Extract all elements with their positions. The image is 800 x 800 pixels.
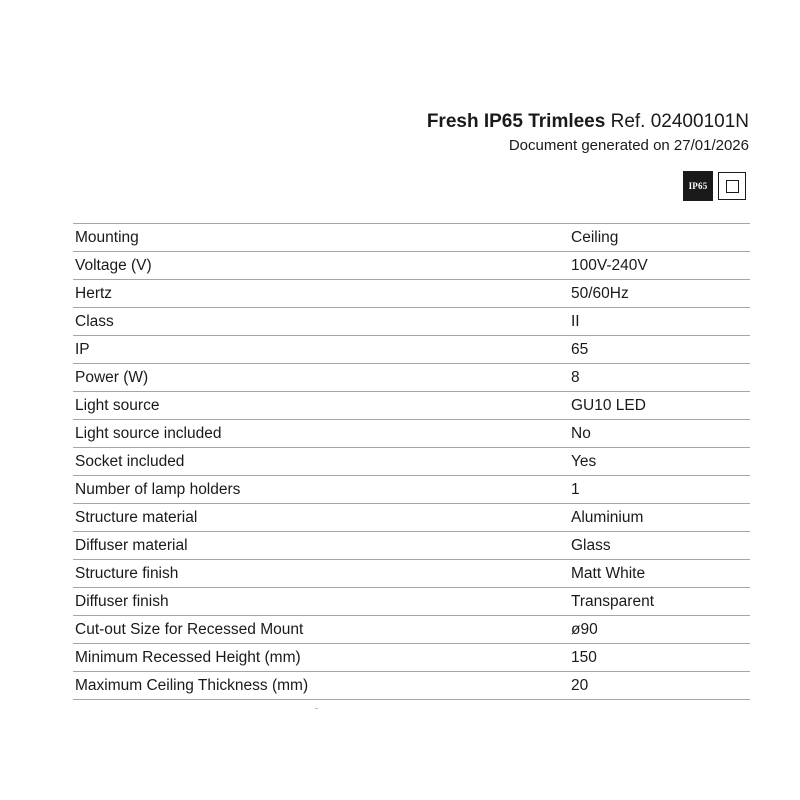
spec-label: IP	[75, 341, 90, 358]
spec-value: Aluminium	[571, 509, 644, 526]
spec-label: Voltage (V)	[75, 257, 152, 274]
page-mark	[315, 708, 318, 709]
spec-row	[73, 532, 750, 560]
spec-value: GU10 LED	[571, 397, 646, 414]
spec-label: Light source	[75, 397, 160, 414]
product-name: Fresh IP65 Trimlees	[426, 111, 606, 132]
spec-label: Mounting	[75, 229, 139, 246]
spec-row	[73, 280, 750, 308]
spec-value: 20	[571, 677, 589, 694]
spec-row	[73, 560, 750, 588]
spec-value: Ceiling	[571, 229, 619, 246]
spec-label: Class	[75, 313, 114, 330]
spec-row	[73, 392, 750, 420]
certification-badges	[683, 171, 746, 201]
spec-value: 65	[571, 341, 589, 358]
spec-label: Diffuser finish	[75, 593, 169, 610]
spec-value: II	[571, 313, 580, 330]
spec-label: Structure finish	[75, 565, 179, 582]
spec-row	[73, 420, 750, 448]
spec-value: 150	[571, 649, 597, 666]
spec-row	[73, 308, 750, 336]
spec-row	[73, 504, 750, 532]
class-ii-inner-square	[726, 180, 739, 193]
spec-value: Transparent	[571, 593, 654, 610]
spec-label: Hertz	[75, 285, 113, 302]
spec-row	[73, 672, 750, 700]
spec-row	[73, 588, 750, 616]
spec-row	[73, 336, 750, 364]
spec-row	[73, 364, 750, 392]
spec-value: Glass	[571, 537, 611, 554]
specifications-table	[73, 223, 750, 700]
spec-value: 8	[571, 369, 580, 386]
spec-label: Light source included	[75, 425, 222, 442]
spec-label: Socket included	[75, 453, 185, 470]
ip65-badge-label: IP65	[688, 181, 708, 191]
spec-row	[73, 224, 750, 252]
class-ii-double-square-icon	[718, 172, 746, 200]
spec-label: Cut-out Size for Recessed Mount	[75, 621, 304, 638]
spec-value: 50/60Hz	[571, 285, 629, 302]
document-header	[427, 110, 749, 157]
spec-label: Power (W)	[75, 369, 149, 386]
spec-row	[73, 448, 750, 476]
spec-row	[73, 616, 750, 644]
spec-label: Minimum Recessed Height (mm)	[75, 649, 301, 666]
generated-date: Document generated on 27/01/2026	[508, 137, 749, 154]
spec-value: ø90	[571, 621, 598, 638]
spec-value: 1	[571, 481, 580, 498]
ip65-badge-icon	[683, 171, 713, 201]
product-reference: Ref. 02400101N	[610, 111, 749, 132]
spec-value: 100V-240V	[571, 257, 648, 274]
spec-label: Maximum Ceiling Thickness (mm)	[75, 677, 309, 694]
spec-label: Diffuser material	[75, 537, 188, 554]
spec-row	[73, 476, 750, 504]
spec-value: Matt White	[571, 565, 646, 582]
spec-label: Number of lamp holders	[75, 481, 241, 498]
spec-label: Structure material	[75, 509, 198, 526]
spec-row	[73, 252, 750, 280]
product-title	[427, 110, 749, 134]
spec-value: No	[571, 425, 591, 442]
spec-row	[73, 644, 750, 672]
spec-value: Yes	[571, 453, 597, 470]
